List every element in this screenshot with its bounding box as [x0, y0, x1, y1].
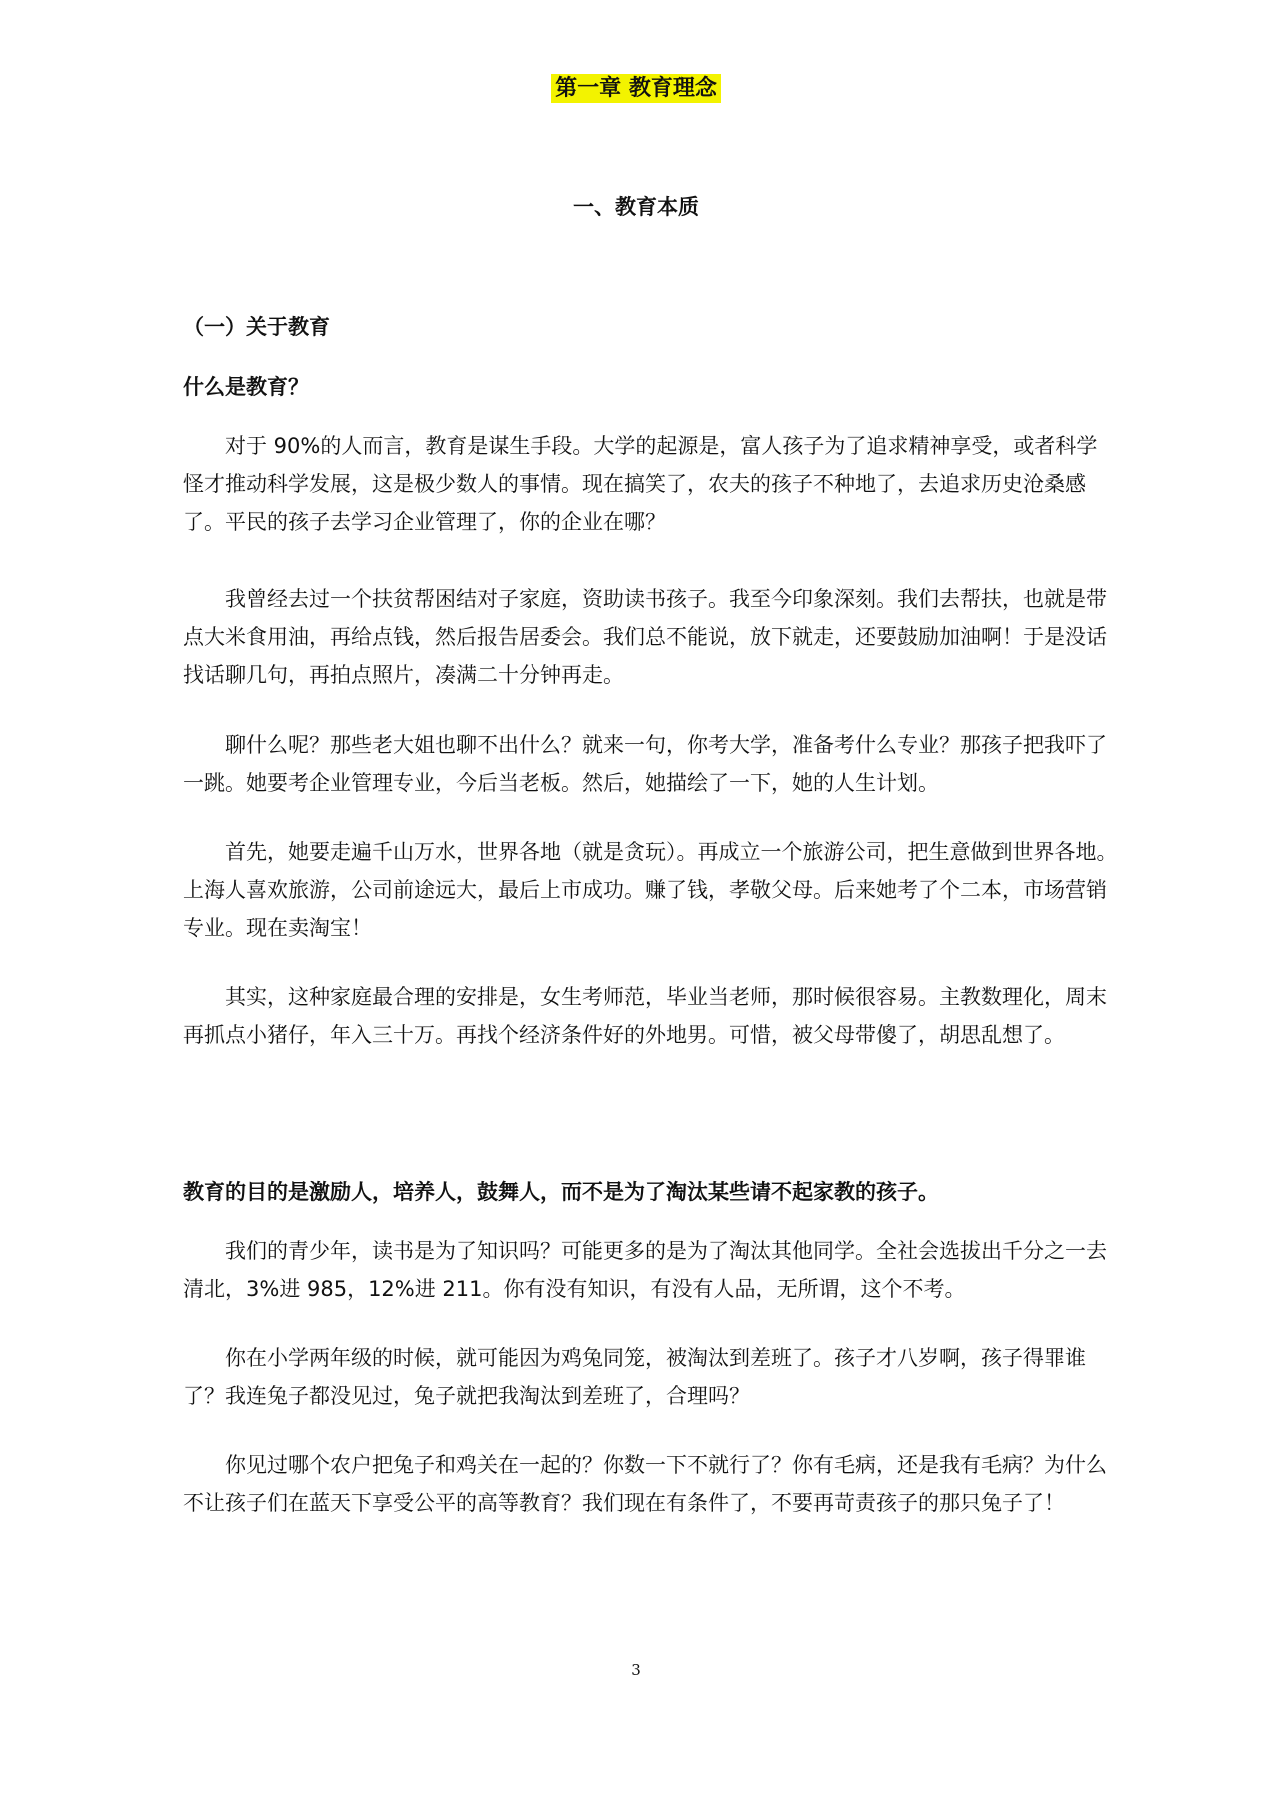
- paragraph: 首先，她要走遍千山万水，世界各地（就是贪玩）。再成立一个旅游公司，把生意做到世界各地。上海人喜欢旅游，公司前途远大，最后上市成功。赚了钱，孝敬父母。后来她考了个二本，市场营销专业。现在卖淘宝！: [183, 840, 1118, 940]
- purpose-heading: 教育的目的是激励人，培养人，鼓舞人，而不是为了淘汰某些请不起家教的孩子。: [183, 1180, 939, 1204]
- paragraph: 你见过哪个农户把兔子和鸡关在一起的？你数一下不就行了？你有毛病，还是我有毛病？为什么不让孩子们在蓝天下享受公平的高等教育？我们现在有条件了，不要再苛责孩子的那只兔子了！: [183, 1453, 1107, 1515]
- paragraph: 其实，这种家庭最合理的安排是，女生考师范，毕业当老师，那时候很容易。主教数理化，周末再抓点小猪仔，年入三十万。再找个经济条件好的外地男。可惜，被父母带傻了，胡思乱想了。: [183, 985, 1107, 1047]
- page-number: 3: [631, 1661, 641, 1679]
- chapter-title: [0, 72, 1272, 106]
- question-heading: 什么是教育？: [183, 375, 309, 399]
- paragraph: 我们的青少年，读书是为了知识吗？可能更多的是为了淘汰其他同学。全社会选拔出千分之一去清北，3%进 985，12%进 211。你有没有知识，有没有人品，无所谓，这个不考。: [183, 1239, 1107, 1301]
- paragraph: 对于 90%的人而言，教育是谋生手段。大学的起源是，富人孩子为了追求精神享受，或者科学怪才推动科学发展，这是极少数人的事情。现在搞笑了，农夫的孩子不种地了，去追求历史沧桑感了。平民的孩子去学习企业管理了，你的企业在哪？: [183, 434, 1098, 534]
- subsection-title: （一）关于教育: [183, 315, 330, 339]
- chapter-title-text: 第一章 教育理念: [551, 74, 721, 103]
- paragraph: 聊什么呢？那些老大姐也聊不出什么？就来一句，你考大学，准备考什么专业？那孩子把我吓了一跳。她要考企业管理专业，今后当老板。然后，她描绘了一下，她的人生计划。: [183, 733, 1107, 795]
- paragraph: 你在小学两年级的时候，就可能因为鸡兔同笼，被淘汰到差班了。孩子才八岁啊，孩子得罪谁了？我连兔子都没见过，兔子就把我淘汰到差班了，合理吗？: [183, 1346, 1086, 1408]
- section-title: 一、教育本质: [573, 195, 699, 219]
- paragraph: 我曾经去过一个扶贫帮困结对子家庭，资助读书孩子。我至今印象深刻。我们去帮扶，也就是带点大米食用油，再给点钱，然后报告居委会。我们总不能说，放下就走，还要鼓励加油啊！于是没话找话聊几句，再拍点照片，凑满二十分钟再走。: [183, 587, 1107, 687]
